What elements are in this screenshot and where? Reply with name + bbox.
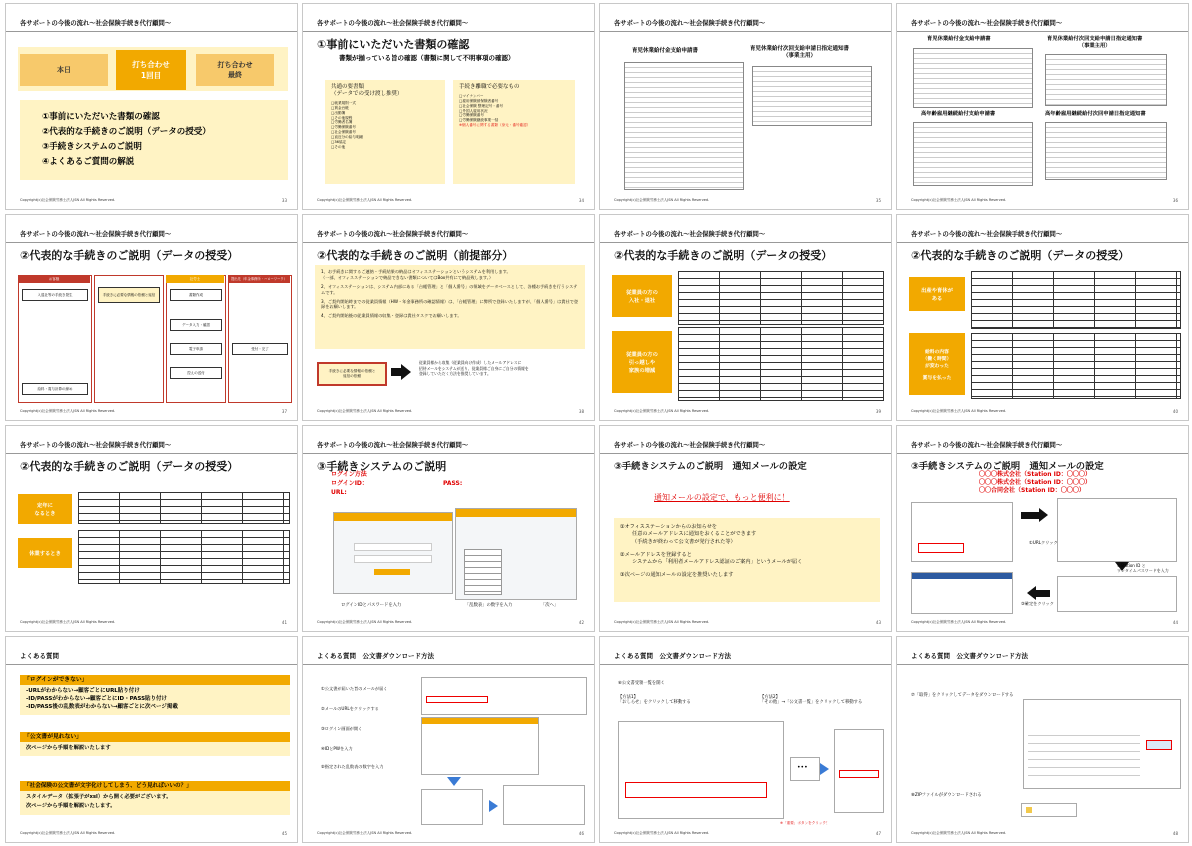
slide-title: ③手続きシステムのご説明 通知メールの設定 (614, 461, 807, 472)
random-table-screenshot (455, 508, 577, 600)
divider (897, 31, 1188, 32)
screenshot-bar (334, 513, 452, 521)
document-list-screenshot (834, 729, 884, 813)
step-zip: ⑧ZIPファイルがダウンロードされる (911, 793, 982, 798)
page-number: 33 (281, 198, 287, 203)
divider (6, 664, 297, 665)
table-grid (79, 531, 289, 583)
bullet: ③次ページの通知メールの設定を推奨いたします (620, 572, 734, 579)
flow-step: 受付・完了 (232, 343, 288, 355)
doc-item: □社会保険番号 (331, 130, 356, 135)
arrow-right-icon (489, 800, 498, 812)
mail-screenshot (911, 502, 1013, 562)
screenshot-bar (456, 509, 576, 517)
confirm-screenshot (911, 572, 1013, 614)
divider (303, 453, 594, 454)
doc-item: □直近分の給与明細 (331, 134, 364, 139)
slide-header: よくある質問 公文書ダウンロード方法 (911, 652, 1028, 660)
slide-35[interactable] (599, 3, 892, 210)
slide-39[interactable] (599, 214, 892, 421)
form-image-3 (913, 122, 1033, 186)
download-steps (321, 687, 387, 783)
form-image-1 (624, 62, 744, 190)
doc-item: □その他規程 (331, 115, 353, 120)
notice-highlight (625, 782, 767, 798)
answer-id-pass: -ID/PASSがわからない→顧客ごとにID・PASS貼り付け (26, 696, 168, 702)
slide-title: ②代表的な手続きのご説明（データの授受） (614, 249, 833, 262)
slide-47[interactable] (599, 636, 892, 843)
procedure-table-2 (971, 333, 1181, 399)
divider (600, 242, 891, 243)
paragraph: 1、お手続きに関するご連絡・手続結果の納品はオフィスステーションというシステムを利用します。 (321, 269, 511, 274)
slide-40[interactable] (896, 214, 1189, 421)
page-number: 39 (875, 409, 881, 414)
url-label: URL: (331, 489, 347, 496)
bullet: ①オフィスステーションからのお知らせを (620, 524, 717, 530)
table-grid (679, 328, 883, 400)
random-screenshot (421, 789, 483, 825)
divider (600, 664, 891, 665)
slide-title: ②代表的な手続きのご説明（前提部分） (317, 249, 514, 262)
table-grid (972, 334, 1180, 398)
slide-footer: Copyright(c)社会保険労務士法人JSN All Rights Reserved. (317, 198, 413, 202)
folder-icon (1026, 807, 1032, 813)
slide-header: 各サポートの今後の流れ～社会保険手続き代行顧問～ (614, 20, 766, 27)
agenda-item-1: ①事前にいただいた書類の確認 (42, 112, 160, 122)
step-url-click: ①URLクリック (1029, 540, 1058, 545)
slide-title: ③手続きシステムのご説明 (317, 460, 447, 473)
page-number: 38 (578, 409, 584, 414)
divider (897, 453, 1188, 454)
procedure-table-1 (971, 271, 1181, 329)
category-retirement: 定年に なるとき (18, 494, 72, 524)
slide-title: ①事前にいただいた書類の確認 (317, 38, 470, 51)
procedure-table-2 (678, 327, 884, 401)
request-box: 手続きに必要な情報の依頼と 返信の依頼 (317, 362, 387, 386)
page-number: 47 (875, 831, 881, 836)
slide-header: 各サポートの今後の流れ～社会保険手続き代行顧問～ (317, 20, 469, 27)
slide-46[interactable] (302, 636, 595, 843)
slide-header: よくある質問 (20, 652, 59, 660)
page-number: 35 (875, 198, 881, 203)
mail-screenshot (421, 677, 587, 715)
caption-random: 「乱数表」の数字を入力 (465, 603, 513, 608)
divider (303, 31, 594, 32)
step-meeting-1: 打ち合わせ 1回目 (116, 50, 186, 90)
slide-footer: Copyright(c)社会保険労務士法人JSN All Rights Reserved. (614, 620, 710, 624)
step: ⑤指定された乱数表の数字を入力 (321, 764, 384, 769)
portal-screenshot (618, 721, 784, 819)
doc-title-1: 育児休業給付金支給申請書 (927, 36, 991, 42)
step: ②メールのURLをクリックする (321, 706, 379, 711)
page-number: 41 (281, 620, 287, 625)
slide-48[interactable] (896, 636, 1189, 843)
step-station-id: ②Station ID と ワンタイムパスワードを入力 (1117, 563, 1169, 573)
divider (600, 31, 891, 32)
divider (6, 242, 297, 243)
slide-header: 各サポートの今後の流れ～社会保険手続き代行顧問～ (911, 20, 1063, 27)
paragraph: 3、ご契約開始時までの従業員情報（HW・年金事務所の確認情報）は、「台帳管理」に弊所で登録いたしますが、「個人番号」は貴社で登録をお願いします。 (321, 298, 579, 310)
step: ③ログイン画面が開く (321, 726, 363, 731)
slide-footer: Copyright(c)社会保険労務士法人JSN All Rights Reserved. (911, 198, 1007, 202)
slide-44[interactable] (896, 425, 1189, 632)
slide-37[interactable] (5, 214, 298, 421)
doc-item: □出勤簿 (331, 110, 346, 115)
form-image-2 (1045, 54, 1167, 106)
divider (6, 453, 297, 454)
page-number: 48 (1172, 831, 1178, 836)
bullet: システムから「利用者メールアドレス認証のご案内」というメールが届く (632, 559, 803, 566)
procedure-docs-list (459, 94, 530, 128)
divider (6, 31, 297, 32)
flow-step: 書類作成 (170, 289, 222, 301)
arrow-right-icon (820, 763, 829, 775)
divider (303, 242, 594, 243)
slide-footer: Copyright(c)社会保険労務士法人JSN All Rights Reserved. (614, 198, 710, 202)
doc-item: □その他 (331, 144, 346, 149)
slide-title: ②代表的な手続きのご説明（データの授受） (20, 249, 239, 262)
flow-step: 控えの送付 (170, 367, 222, 379)
slide-header: よくある質問 公文書ダウンロード方法 (317, 652, 434, 660)
page-number: 45 (281, 831, 287, 836)
slide-grid (5, 3, 1189, 843)
caption-login: ログインIDとパスワードを入力 (341, 603, 402, 608)
company-2: 〇〇〇株式会社（Station ID：〇〇〇） (979, 479, 1091, 486)
page-number: 46 (578, 831, 584, 836)
login-button-image (374, 569, 410, 575)
flow-step: 電子申請 (170, 343, 222, 355)
form-image-1 (913, 48, 1033, 108)
category-salary-bonus: 給料の内容 （働く時間） が変わった 賞与を払った (909, 333, 965, 395)
slide-title: ②代表的な手続きのご説明（データの授受） (911, 249, 1130, 262)
slide-header: 各サポートの今後の流れ～社会保険手続き代行顧問～ (614, 231, 766, 238)
slide-footer: Copyright(c)社会保険労務士法人JSN All Rights Reserved. (20, 198, 116, 202)
page-number: 37 (281, 409, 287, 414)
slide-footer: Copyright(c)社会保険労務士法人JSN All Rights Reserved. (317, 409, 413, 413)
bullet: 任意のメールアドレスに通知をおくることができます (632, 531, 757, 538)
page-number: 40 (1172, 409, 1178, 414)
paragraph: 2、オフィスステーションは、システム内部にある「台帳管理」と「個人番号」の領域をデータベースとして、各種お手続きを行うシステムです。 (321, 283, 578, 295)
download-screenshot (1023, 699, 1181, 789)
answer-random: -ID/PASS後の乱数表がわからない→顧客ごとに次ページ掲載 (26, 704, 178, 710)
agenda-item-3: ③手続きシステムのご説明 (42, 142, 142, 152)
slide-42[interactable] (302, 425, 595, 632)
step: ①公文書が届いた旨のメールが届く (321, 686, 388, 691)
flow-step: データ入力・確認 (170, 319, 222, 331)
slide-footer: Copyright(c)社会保険労務士法人JSN All Rights Reserved. (614, 831, 710, 835)
more-icon: ••• (797, 764, 808, 771)
question-2: 「公文書が見れない」 (24, 734, 82, 740)
answer-3a: スタイルデータ（拡張子がxsl）から開く必要がございます。 (26, 794, 172, 800)
method-1: 【方法1】 「おしらせ」をクリックして移動する (618, 695, 691, 706)
page-number: 44 (1172, 620, 1178, 625)
paragraph: 4、ご契約開始後の従業員情報の収集・登録は貴社タスクでお願いします。 (321, 313, 462, 319)
column-header-client: お客様 (18, 275, 90, 283)
slide-footer: Copyright(c)社会保険労務士法人JSN All Rights Reserved. (317, 831, 413, 835)
other-menu-screenshot (790, 757, 820, 781)
doc-item: □マイナンバー (459, 94, 484, 98)
category-move-family: 従業員の方の 引っ越しや 家族の増減 (612, 331, 672, 393)
common-docs-heading: 共通の要書類 （データでの受け渡し推奨） (331, 84, 403, 97)
doc-item: □労働者名簿 (331, 120, 353, 125)
step-confirm: ③確定をクリック (1021, 601, 1054, 606)
login-screenshot (333, 512, 453, 594)
slide-footer: Copyright(c)社会保険労務士法人JSN All Rights Reserved. (20, 620, 116, 624)
question-1: 「ログインができない」 (24, 677, 88, 683)
intro-step: ⑥公文書受領一覧を開く (618, 681, 665, 686)
important-note: ※「重要」ボタンをクリック！ (780, 821, 830, 825)
slide-header: 各サポートの今後の流れ～社会保険手続き代行顧問～ (614, 442, 766, 449)
random-number-grid (464, 549, 502, 595)
doc-item: □労働保険継続事業一括 (459, 118, 499, 123)
agenda-item-4: ④よくあるご質問の解説 (42, 157, 135, 167)
answer-url: -URLがわからない→顧客ごとにURL貼り付け (26, 688, 140, 694)
slide-footer: Copyright(c)社会保険労務士法人JSN All Rights Reserved. (317, 620, 413, 624)
category-join-leave: 従業員の方の 入社・退社 (612, 275, 672, 317)
column-header-office: 社労士 (166, 275, 224, 283)
slide-subtitle: 書類が揃っている旨の確認（書類に関して不明事項の確認） (339, 54, 515, 62)
slide-title: ③手続きシステムのご説明 通知メールの設定 (911, 461, 1104, 472)
list-highlight (839, 770, 879, 778)
agenda-item-2: ②代表的な手続きのご説明（データの授受） (42, 127, 211, 137)
flow-column-authority (228, 275, 292, 403)
divider (897, 242, 1188, 243)
column-header-authority: 提出先（年金事務所・ハローワーク） (228, 275, 290, 283)
doc-item: □労働保険番号 (331, 125, 356, 130)
slide-34[interactable] (302, 3, 595, 210)
procedure-table-2 (78, 530, 290, 584)
bullet: ②メールアドレスを登録すると (620, 551, 692, 558)
login-method-label: ログイン方法 (331, 471, 367, 478)
pass-label: PASS: (443, 480, 463, 487)
common-docs-list (331, 101, 363, 149)
category-childbirth: 出産や育休が ある (909, 277, 965, 311)
slide-header: 各サポートの今後の流れ～社会保険手続き代行顧問～ (911, 231, 1063, 238)
slide-41[interactable] (5, 425, 298, 632)
document-rows (1028, 728, 1140, 778)
id-field-image (354, 543, 432, 551)
slide-header: 各サポートの今後の流れ～社会保険手続き代行顧問～ (911, 442, 1063, 449)
slide-header: 各サポートの今後の流れ～社会保険手続き代行顧問～ (20, 442, 172, 449)
divider (600, 453, 891, 454)
flow-step: 手続きに必要な情報の依頼と返信 (98, 287, 160, 303)
step-download: ⑦「取得」をクリックしてデータをダウンロードする (911, 693, 1014, 698)
arrow-down-icon (447, 777, 461, 786)
login-id-label: ログインID： (331, 480, 368, 487)
url-highlight (426, 696, 488, 703)
slide-43[interactable] (599, 425, 892, 632)
arrow-right-icon (1039, 508, 1048, 522)
explanation-text (321, 269, 579, 319)
paragraph: （一部、オフィスステーションで納品できない書類についてはBox共有にて納品致します。） (321, 274, 494, 280)
slide-header: 各サポートの今後の流れ～社会保険手続き代行顧問～ (20, 231, 172, 238)
slide-header: 各サポートの今後の流れ～社会保険手続き代行顧問～ (20, 20, 172, 27)
page-number: 43 (875, 620, 881, 625)
doc-item: □雇用保険被保険者番号 (459, 98, 499, 103)
arrow-left-icon (1027, 586, 1036, 600)
doc-item: □外国人雇用状況 (459, 108, 488, 113)
doc-note: ※個人番号に関する書類（身元・番号確認） (459, 123, 531, 128)
slide-footer: Copyright(c)社会保険労務士法人JSN All Rights Reserved. (911, 831, 1007, 835)
page-number: 42 (578, 620, 584, 625)
notification-text (620, 524, 802, 580)
doc-title-3: 高年齢雇用継続給付支給申請書 (921, 111, 996, 117)
page-number: 34 (578, 198, 584, 203)
table-grid (972, 272, 1180, 328)
bullet: （手続きが終わって公文書が発行された等） (632, 538, 736, 545)
url-highlight (918, 543, 964, 553)
slide-header: 各サポートの今後の流れ～社会保険手続き代行顧問～ (317, 231, 469, 238)
headline: 通知メールの設定で、もっと便利に！ (654, 493, 790, 502)
onetime-screenshot (1057, 576, 1177, 612)
screenshot-bar (912, 573, 1012, 579)
slide-header: よくある質問 公文書ダウンロード方法 (614, 652, 731, 660)
slide-38[interactable] (302, 214, 595, 421)
doc-item: □社会保険 整理記号・番号 (459, 103, 504, 108)
slide-footer: Copyright(c)社会保険労務士法人JSN All Rights Reserved. (20, 831, 116, 835)
flow-step: 給料・賞与計算の締め (22, 383, 88, 395)
table-grid (679, 272, 883, 324)
slide-title: ②代表的な手続きのご説明（データの授受） (20, 460, 239, 473)
procedure-table-1 (78, 492, 290, 524)
answer-3b: 次ページから手順を解説いたします。 (26, 803, 116, 809)
doc-item: □労働保険番号 (459, 113, 484, 118)
form-image-4 (1045, 122, 1167, 180)
doc-item: □36協定 (331, 139, 347, 144)
login-screenshot (421, 717, 539, 775)
slide-header: 各サポートの今後の流れ～社会保険手続き代行顧問～ (317, 442, 469, 449)
page-number: 36 (1172, 198, 1178, 203)
slide-footer: Copyright(c)社会保険労務士法人JSN All Rights Reserved. (911, 409, 1007, 413)
category-leave: 休業するとき (18, 538, 72, 568)
doc-item: □賃金台帳 (331, 105, 349, 110)
doc-item: □就業規則一式 (331, 101, 356, 105)
arrow-shaft (1021, 512, 1039, 519)
zip-file-screenshot (1021, 803, 1077, 817)
next-screenshot (503, 785, 585, 825)
table-grid (79, 493, 289, 523)
screenshot-bar (422, 718, 538, 724)
answer-2: 次ページから手順を解説いたします (26, 745, 111, 751)
procedure-table-1 (678, 271, 884, 325)
divider (303, 664, 594, 665)
slide-36[interactable] (896, 3, 1189, 210)
arrow-shaft (1036, 590, 1050, 597)
company-1: 〇〇〇株式会社（Station ID：〇〇〇） (979, 471, 1091, 478)
station-id-screenshot (1057, 498, 1177, 562)
pw-field-image (354, 555, 432, 563)
arrow-right-icon (401, 364, 411, 380)
company-3: 〇〇合同会社（Station ID：〇〇〇） (979, 487, 1085, 494)
form-image-2 (752, 66, 872, 126)
caption-next: 「次へ」 (541, 603, 559, 608)
doc-title-2: 育児休業給付次回支給申請日指定通知書 （事業主用） (750, 46, 850, 59)
divider (897, 664, 1188, 665)
question-3: 「社会保険の公文書が文字化けしてしまう、どう見ればいいの？」 (24, 783, 192, 789)
slide-footer: Copyright(c)社会保険労務士法人JSN All Rights Reserved. (20, 409, 116, 413)
invite-note: 従業員様から収集（従業員向け作成）したメールアドレスに 招待メールをシステムが送り、従業員様ご自身にご自分の情報を 登録していただく方法を推奨しています。 (419, 360, 529, 376)
step-today: 本日 (20, 54, 108, 86)
step-meeting-final: 打ち合わせ 最終 (196, 54, 274, 86)
arrow-shaft (391, 368, 401, 376)
method-2: 【方法2】 「その他」→「公文書一覧」をクリックして移動する (760, 695, 863, 706)
step: ④IDとPWを入力 (321, 746, 353, 751)
slide-33[interactable] (5, 3, 298, 210)
acquire-highlight (1146, 740, 1172, 750)
doc-title-4: 高年齢雇用継続給付次回申請日指定通知書 (1045, 111, 1146, 117)
doc-title-2: 育児休業給付次回支給申請日指定通知書 （事業主用） (1047, 36, 1143, 49)
slide-footer: Copyright(c)社会保険労務士法人JSN All Rights Reserved. (614, 409, 710, 413)
flow-step: 入退社等の手続き発生 (22, 289, 88, 301)
slide-45[interactable] (5, 636, 298, 843)
doc-title-1: 育児休業給付金支給申請書 (632, 48, 699, 54)
procedure-docs-heading: 手続き離職で必要なもの (459, 84, 520, 90)
slide-footer: Copyright(c)社会保険労務士法人JSN All Rights Reserved. (911, 620, 1007, 624)
